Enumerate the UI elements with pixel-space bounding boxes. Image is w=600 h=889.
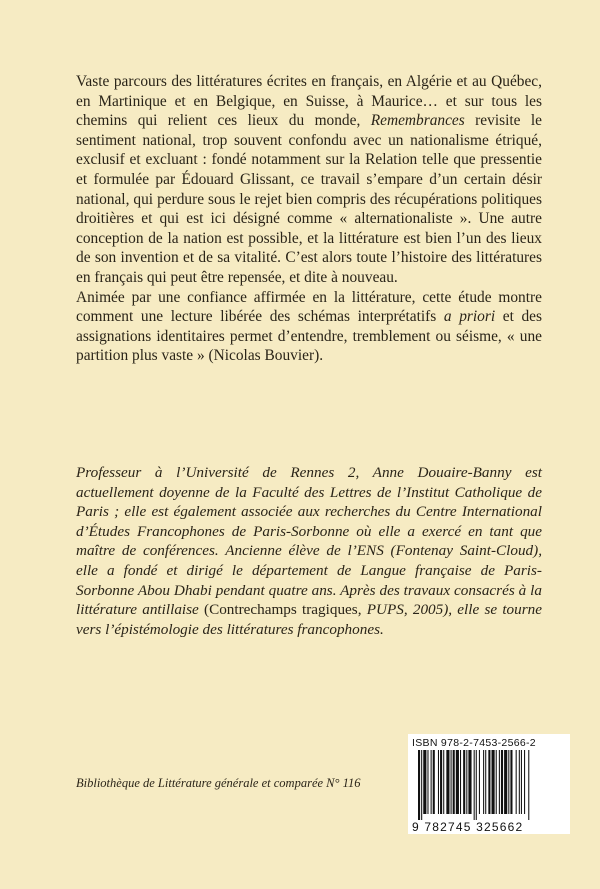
barcode-bar	[433, 750, 435, 814]
barcode-bar	[456, 750, 459, 814]
barcode-bar	[431, 750, 432, 814]
barcode-bar	[519, 750, 520, 814]
barcode-bar	[508, 750, 509, 814]
bio-upright-1: (Contrechamps tragiques,	[204, 601, 367, 619]
barcode-bar	[510, 750, 512, 814]
blurb	[76, 72, 542, 366]
isbn-digits: 9 782745 325662	[412, 820, 524, 834]
barcode-bar	[451, 750, 452, 814]
barcode-bar	[474, 750, 475, 820]
barcode-bar	[440, 750, 442, 814]
barcode-bar	[521, 750, 522, 814]
italic-term: Remembrances	[370, 112, 465, 130]
blurb-paragraph-1: Vaste parcours des littératures écrites en français, en Algérie et au Québec, en Martinique et en Belgique, en Suisse, à Maurice… et sur tous les chemins qui relient ces lieux du monde, Remembrances revisite le sentiment national, trop souvent confondu avec un nationalisme étriqué, exclusif et excluant : fondé notamment sur la Relation telle que pressentie et formulée par Édouard Glissant, ce travail s’empare d’un certain désir national, qui perdure sous le rejet bien compris des récupérations politiques droitières et qui est ici désigné comme « alternationaliste ». Une autre conception de la nation est possible, et la littérature est bien l’un des lieux de son invention et de sa vitalité. C’est alors toute l’histoire des littératures en français qui peut être repensée, et dite à nouveau.	[76, 73, 542, 286]
barcode-bar	[496, 750, 497, 814]
barcode-bar	[463, 750, 465, 814]
barcode-bar	[418, 750, 420, 820]
bio-text-2: PUPS, 2005), elle se tourne vers l’épistémologie des littératures francophones.	[76, 601, 542, 638]
barcode-bar	[476, 750, 477, 820]
barcode-bar	[460, 750, 461, 814]
barcode-bar	[468, 750, 471, 814]
bio-text-1: Professeur à l’Université de Rennes 2, Anne Douaire-Banny est actuellement doyenne de la Faculté des Lettres de l’Institut Catholique de Paris ; elle est également associée aux recherches du Centre International d’Études Francophones de Paris-Sorbonne où elle a exercé en tant que maître de conférences. Ancienne élève de l’ENS (Fontenay Saint-Cloud), elle a fondé et dirigé le département de Langue française de Paris-Sorbonne Abou Dhabi pendant quatre ans. Après des travaux consacrés à la littérature antillaise	[76, 464, 542, 619]
barcode-bar	[492, 750, 495, 814]
collection-name: Bibliothèque de Littérature générale et comparée N° 116	[76, 776, 361, 790]
isbn-barcode-block	[408, 734, 570, 834]
barcode-bar	[421, 750, 422, 820]
barcode-bar	[446, 750, 449, 814]
barcode-bar	[528, 750, 529, 820]
barcode-bar	[443, 750, 444, 814]
barcode-bar	[423, 750, 426, 814]
isbn-label: ISBN 978-2-7453-2566-2	[412, 737, 536, 749]
italic-term: a priori	[443, 308, 496, 326]
author-bio	[76, 463, 542, 639]
barcode-bar	[453, 750, 455, 814]
barcode-icon	[408, 750, 570, 820]
barcode-bar	[483, 750, 484, 814]
barcode-bar	[524, 750, 525, 814]
barcode-bar	[466, 750, 467, 814]
barcode-bar	[504, 750, 507, 814]
barcode-bar	[516, 750, 517, 814]
barcode-bar	[485, 750, 486, 814]
blurb-paragraph-2: Animée par une confiance affirmée en la littérature, cette étude montre comment une lecture libérée des schémas interprétatifs a priori et des assignations identitaires permet d’entendre, tremblement ou séisme, « une partition plus vaste » (Nicolas Bouvier).	[76, 288, 542, 365]
barcode-bar	[499, 750, 500, 814]
barcode-bar	[488, 750, 490, 814]
barcode-bar	[427, 750, 428, 814]
barcode-bar	[438, 750, 439, 814]
barcode-bar	[479, 750, 480, 814]
barcode-bar	[501, 750, 503, 814]
